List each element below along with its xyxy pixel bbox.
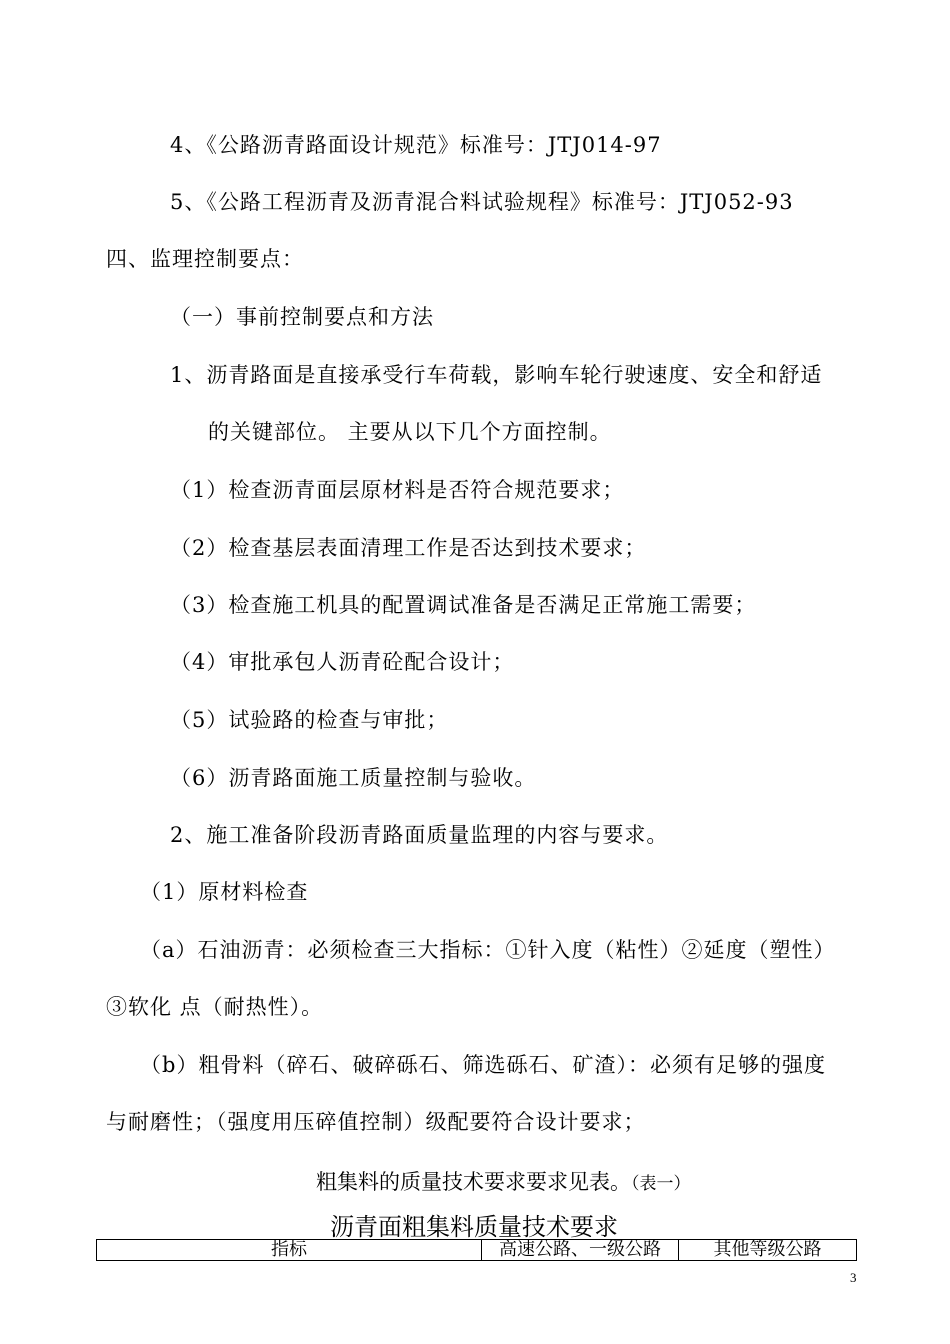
check-item-4: （4）审批承包人沥青砼配合设计； [170,650,515,674]
standard-item-5: 5、《公路工程沥青及沥青混合料试验规程》标准号：JTJ052-93 [170,190,794,214]
table-header-row [97,1240,857,1261]
paragraph-item-1: 1、沥青路面是直接承受行车荷载，影响车轮行驶速度、安全和舒适 [170,363,823,387]
material-check-heading: （1）原材料检查 [140,880,309,904]
check-item-1: （1）检查沥青面层原材料是否符合规范要求； [170,478,625,502]
table-title: 沥青面粗集料质量技术要求 [330,1213,618,1241]
check-item-2: （2）检查基层表面清理工作是否达到技术要求； [170,536,647,560]
asphalt-requirement: （a）石油沥青：必须检查三大指标：①针入度（粘性）②延度（塑性） [140,938,836,962]
table-caption [316,1166,691,1196]
aggregate-quality-table [96,1239,857,1261]
check-item-6: （6）沥青路面施工质量控制与验收。 [170,766,537,790]
paragraph-item-1-cont: 的关键部位。 主要从以下几个方面控制。 [208,420,612,444]
paragraph-item-2: 2、施工准备阶段沥青路面质量监理的内容与要求。 [170,823,669,847]
check-item-3: （3）检查施工机具的配置调试准备是否满足正常施工需要； [170,593,757,617]
subsection-heading-1: （一）事前控制要点和方法 [170,305,434,329]
header-cell-indicator: 指标 [97,1240,482,1261]
aggregate-requirement-cont: 与耐磨性；（强度用压碎值控制）级配要符合设计要求； [106,1110,646,1134]
table-caption-ref: （表一） [631,1174,691,1194]
header-cell-other-roads: 其他等级公路 [679,1240,857,1261]
check-item-5: （5）试验路的检查与审批； [170,708,449,732]
section-heading-4: 四、监理控制要点： [106,247,304,271]
header-cell-highway: 高速公路、一级公路 [482,1240,679,1261]
standard-item-4: 4、《公路沥青路面设计规范》标准号：JTJ014-97 [170,133,662,157]
aggregate-requirement: （b）粗骨料（碎石、破碎砾石、筛选砾石、矿渣）：必须有足够的强度 [140,1053,826,1077]
page-number: 3 [850,1270,857,1285]
asphalt-requirement-cont: ③软化 点（耐热性）。 [106,995,324,1019]
table-caption-text: 粗集料的质量技术要求要求见表。 [316,1170,631,1194]
